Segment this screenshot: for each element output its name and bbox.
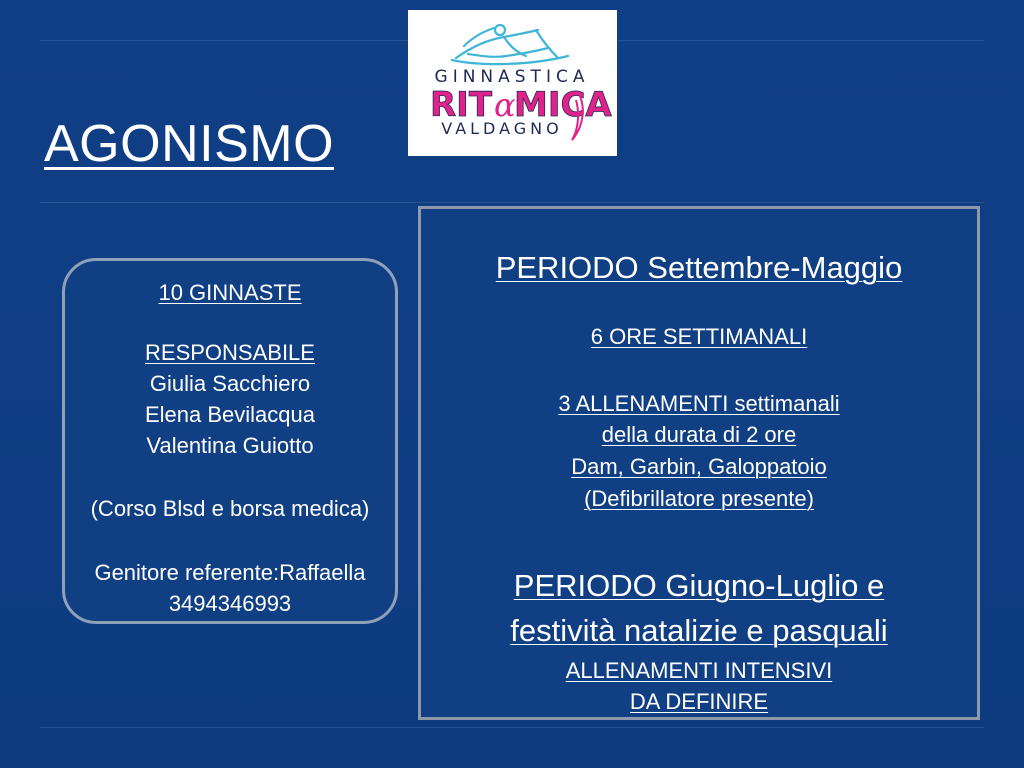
logo-line2-part1: RIT [430,85,493,125]
responsible-name: Elena Bevilacqua [144,402,315,427]
training-detail: della durata di 2 ore [601,422,797,447]
responsible-name: Valentina Guiotto [146,433,314,458]
bottom-divider [40,727,984,728]
slide-title: AGONISMO [44,115,335,173]
responsible-label: RESPONSABILE [145,340,315,365]
logo-line1: GINNASTICA [434,67,590,87]
parent-contact-name: Genitore referente:Raffaella [94,560,366,585]
gymnast-icon [452,25,568,64]
club-logo [408,10,617,156]
title-divider [40,202,984,203]
period-main: PERIODO Settembre-Maggio [495,250,903,285]
logo-line2-swash: α [494,86,516,124]
intensive-trainings: ALLENAMENTI INTENSIVI [565,658,833,683]
training-detail: Dam, Garbin, Galoppatoio [571,454,827,479]
intensive-trainings-note: DA DEFINIRE [629,689,769,714]
weekly-hours: 6 ORE SETTIMANALI [590,324,808,349]
period-summer: PERIODO Giugno-Luglio e [513,568,885,603]
logo-line3: VALDAGNO [441,119,563,138]
course-note: (Corso Blsd e borsa medica) [90,496,370,521]
training-detail: (Defibrillatore presente) [584,486,814,511]
parent-contact-phone: 3494346993 [168,591,292,616]
club-logo-graphic [408,10,617,156]
gymnasts-count: 10 GINNASTE [158,280,302,305]
responsible-name: Giulia Sacchiero [149,371,311,396]
training-detail: 3 ALLENAMENTI settimanali [558,391,840,416]
logo-line2-part2: MICA [514,85,612,125]
period-summer-holidays: festività natalizie e pasquali [510,613,888,648]
